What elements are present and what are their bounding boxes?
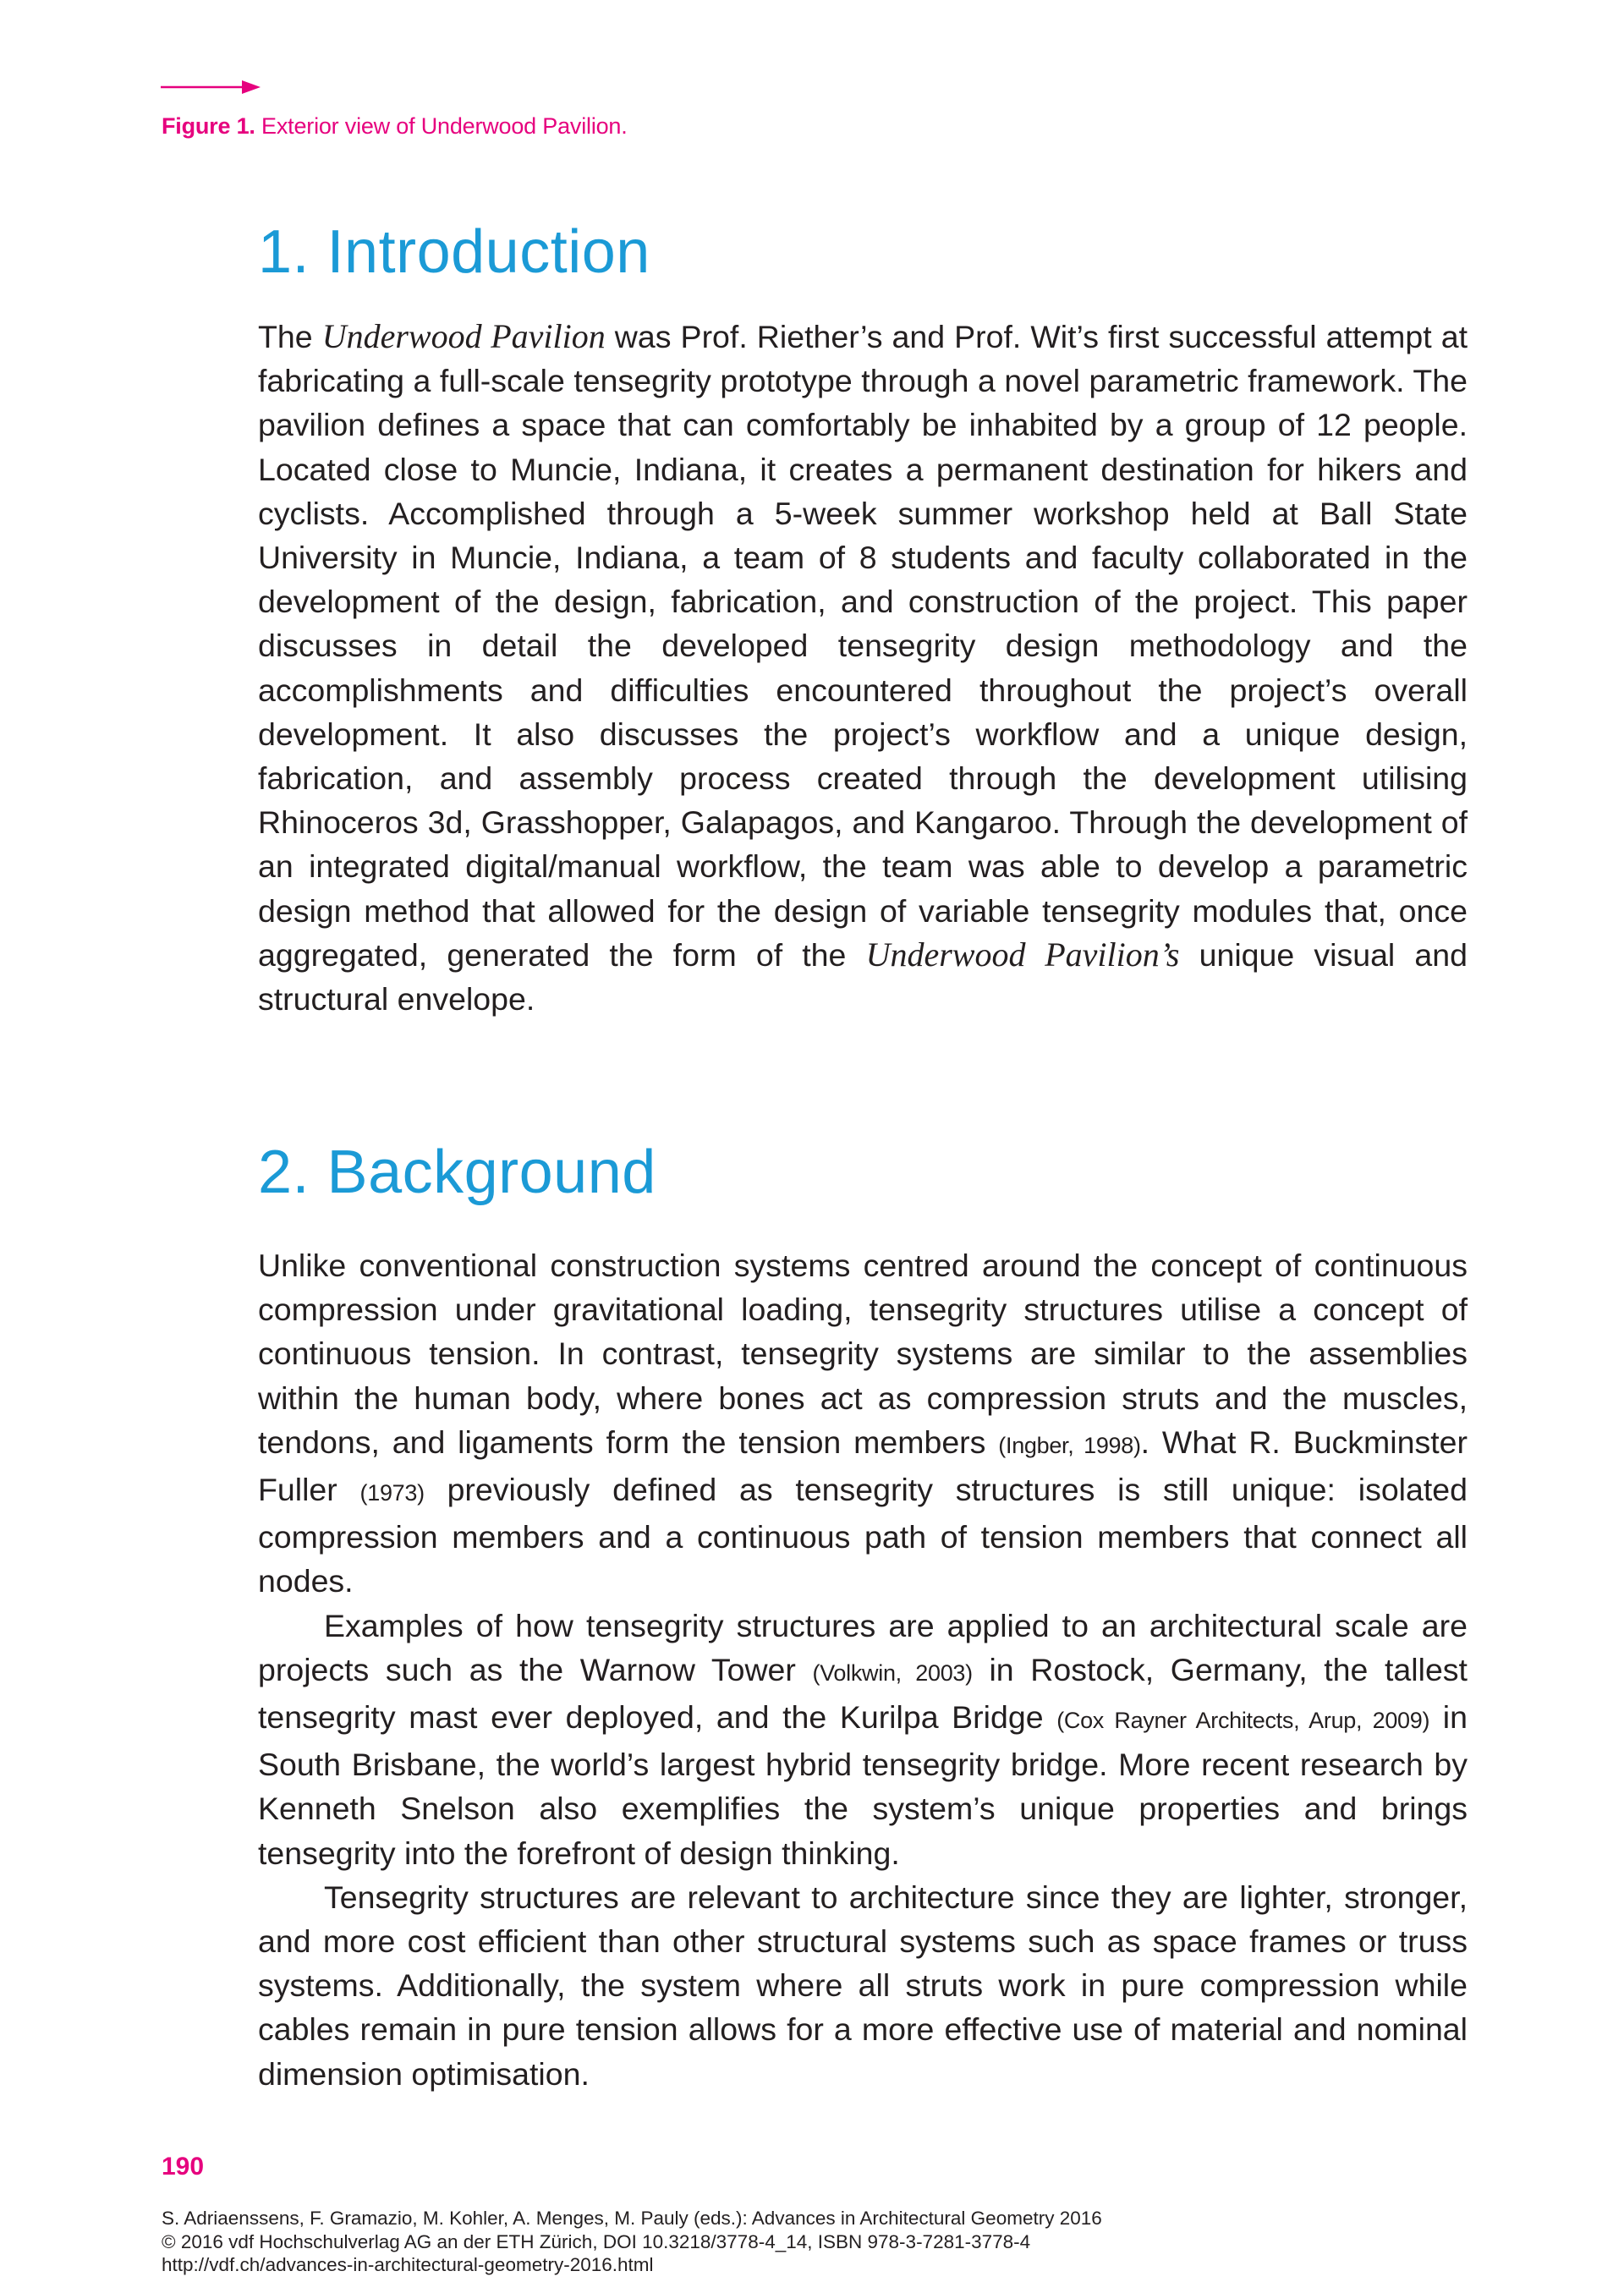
text-run: Unlike conventional construction systems centred around the concept of continuous compression under gravitational loading, tensegrity structures utilise a concept of continuous tension. In contrast, tensegrity systems are similar to the assemblies within the human body, where bones act as compression struts and the muscles, tendons, and ligaments form the tension members [258,1248,1468,1460]
footer-url: http://vdf.ch/advances-in-architectural-geometry-2016.html [162,2254,654,2275]
text-run: . What R. Buckminster Fuller [258,1424,1468,1508]
citation: (1973) [359,1480,425,1506]
citation: (Volkwin, 2003) [812,1659,973,1686]
text-run: unique visual and structural envelope. [258,936,1468,1018]
paragraph [258,1604,1468,1875]
footer-copyright: © 2016 vdf Hochschulverlag AG an der ETH Zürich, DOI 10.3218/3778-4_14, ISBN 978-3-7281-3778-4 [162,2230,1031,2252]
text-run: previously defined as tensegrity structures is still unique: isolated compression members and a continuous path of tension members that connect all nodes. [258,1472,1468,1599]
paragraph [258,1243,1468,1604]
text-run: in South Brisbane, the world’s largest hybrid tensegrity bridge. More recent research by Kenneth Snelson also exemplifies the system’s unique properties and brings tensegrity into the forefront of design thinking. [258,1699,1468,1871]
section-heading-background: 2. Background [258,1138,656,1206]
citation: (Ingber, 1998) [998,1432,1141,1458]
figure-caption-text: Exterior view of Underwood Pavilion. [261,113,628,139]
figure-caption-label: Figure 1. [162,113,255,139]
paragraph [258,315,1468,1021]
citation: (Cox Rayner Architects, Arup, 2009) [1056,1708,1430,1734]
italic-title: Underwood Pavilion [321,317,606,355]
background-body [258,1243,1468,2096]
arrow-icon [161,79,261,96]
italic-title: Underwood Pavilion’s [865,935,1180,974]
text-run: The [258,319,322,354]
text-run: in Rostock, Germany, the tallest tensegrity mast ever deployed, and the Kurilpa Bridge [258,1651,1468,1736]
paragraph: Tensegrity structures are relevant to architecture since they are lighter, stronger, and more cost efficient than other structural systems such as space frames or truss systems. Additionally, the system where all struts work in pure compression while cables remain in pure tension allows for a more effective use of material and nominal dimension optimisation. [258,1879,1468,2092]
text-run: was Prof. Riether’s and Prof. Wit’s first successful attempt at fabricating a full-scale tensegrity prototype through a novel parametric framework. The pavilion defines a space that can comfortably be inhabited by a group of 12 people. Located close to Muncie, Indiana, it creates a permanent destination for hikers and cyclists. Accomplished through a 5-week summer workshop held at Ball State University in Muncie, Indiana, a team of 8 students and faculty collaborated in the development of the design, fabrication, and construction of the project. This paper discusses in detail the developed tensegrity design methodology and the accomplishments and difficulties encountered throughout the project’s overall development. It also discusses the project’s workflow and a unique design, fabrication, and assembly process created through the development utilising Rhinoceros 3d, Grasshopper, Galapagos, and Kangaroo. Through the development of an integrated digital/manual workflow, the team was able to develop a parametric design method that allowed for the design of variable tensegrity modules that, once aggregated, generated the form of the [258,319,1468,973]
footer-citation: S. Adriaenssens, F. Gramazio, M. Kohler, A. Menges, M. Pauly (eds.): Advances in Architectural Geometry 2016 [162,2208,1102,2229]
figure-caption [162,113,628,140]
page-number: 190 [162,2153,205,2181]
section-heading-introduction: 1. Introduction [258,218,650,286]
footer [162,2207,1102,2277]
introduction-body [258,315,1468,1021]
text-run: Examples of how tensegrity structures are applied to an architectural scale are projects such as the Warnow Tower [258,1607,1468,1687]
